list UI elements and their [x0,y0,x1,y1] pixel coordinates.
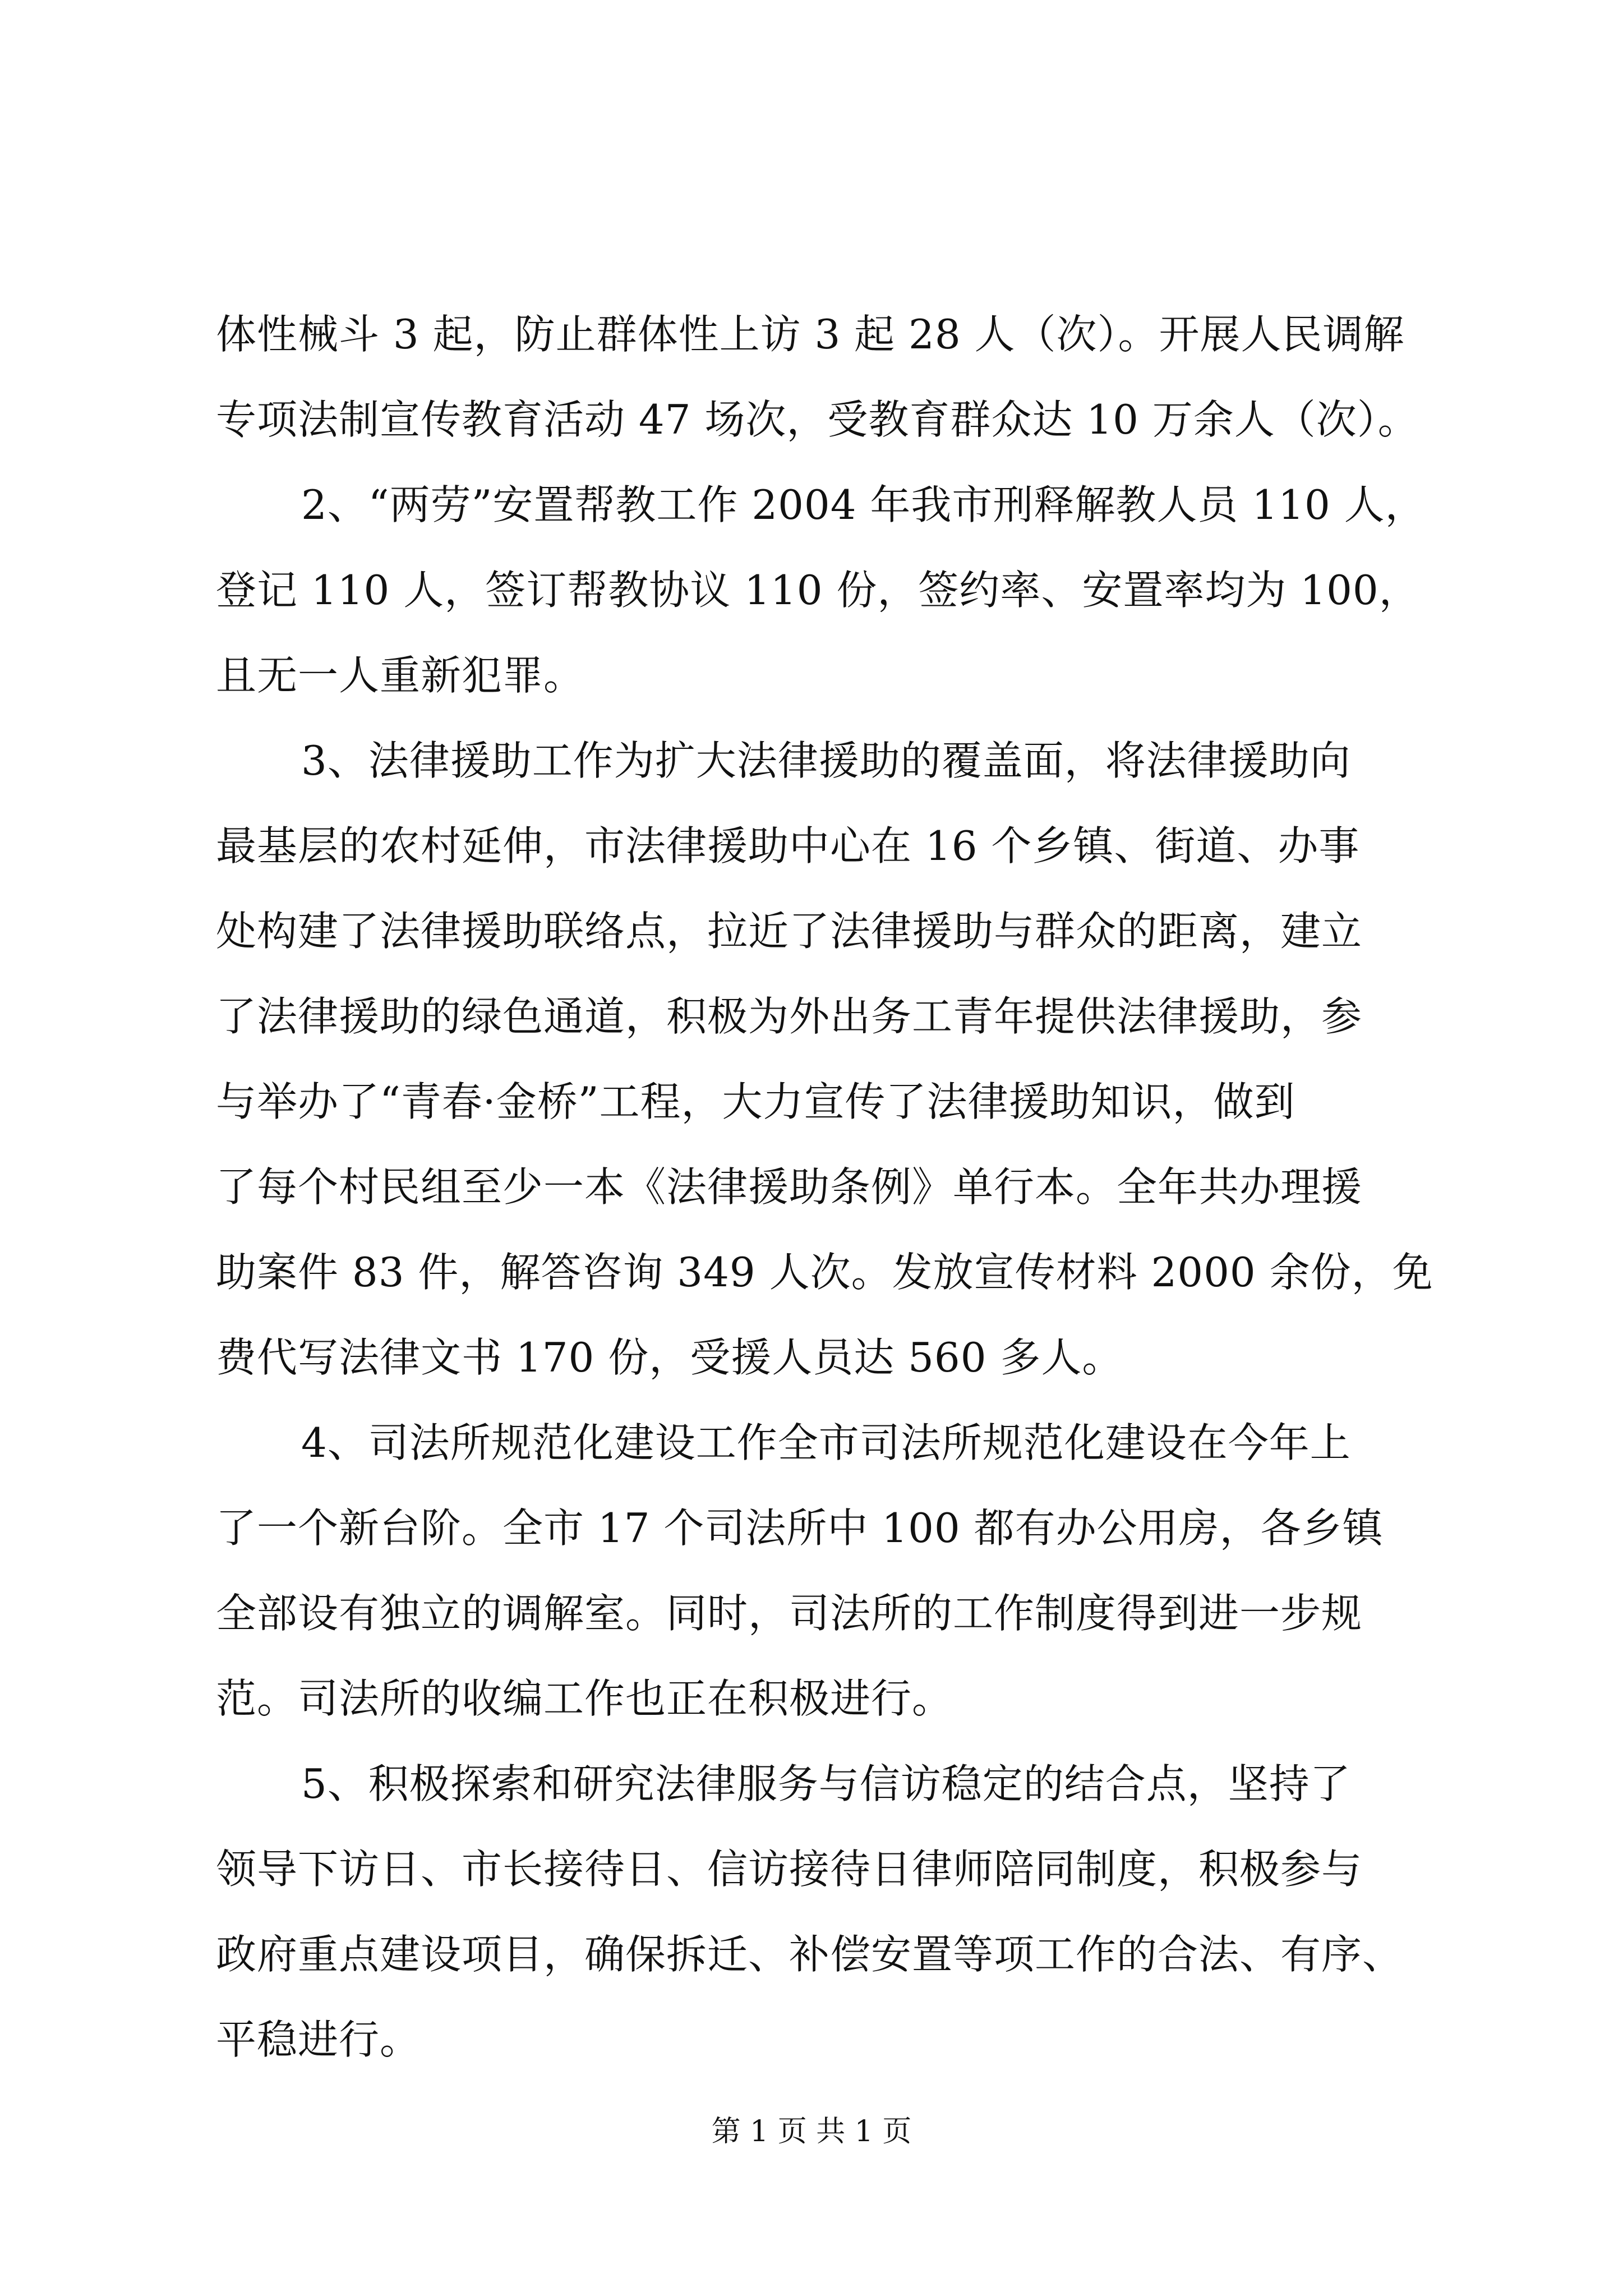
paragraph-3-line: 3、法律援助工作为扩大法律援助的覆盖面，将法律援助向 [301,737,1351,784]
text-line: 了法律援助的绿色通道，积极为外出务工青年提供法律援助，参 [216,993,1363,1040]
text-line: 范。司法所的收编工作也正在积极进行。 [216,1675,953,1722]
text-line: 了一个新台阶。全市 17 个司法所中 100 都有办公用房，各乡镇 [216,1504,1384,1552]
document-body [216,292,1433,2082]
text-line: 最基层的农村延伸，市法律援助中心在 16 个乡镇、街道、办事 [216,822,1360,869]
text-line: 了每个村民组至少一本《法律援助条例》单行本。全年共办理援 [216,1163,1363,1211]
text-line: 登记 110 人，签订帮教协议 110 份，签约率、安置率均为 100， [216,567,1420,614]
text-line: 与举办了“青春·金桥”工程，大力宣传了法律援助知识，做到 [216,1078,1295,1125]
paragraph-4-line: 4、司法所规范化建设工作全市司法所规范化建设在今年上 [301,1419,1351,1466]
text-line: 专项法制宣传教育活动 47 场次，受教育群众达 10 万余人（次）。 [216,396,1419,443]
text-line: 且无一人重新犯罪。 [216,652,585,699]
text-line: 领导下访日、市长接待日、信访接待日律师陪同制度，积极参与 [216,1846,1363,1893]
text-line: 助案件 83 件，解答咨询 349 人次。发放宣传材料 2000 余份，免 [216,1249,1433,1296]
page-footer [0,2109,1623,2154]
paragraph-5-line: 5、积极探索和研究法律服务与信访稳定的结合点，坚持了 [301,1760,1351,1807]
text-line: 体性械斗 3 起，防止群体性上访 3 起 28 人（次）。开展人民调解 [216,311,1405,358]
text-line: 费代写法律文书 170 份，受援人员达 560 多人。 [216,1334,1123,1381]
text-line: 政府重点建设项目，确保拆迁、补偿安置等项工作的合法、有序、 [216,1931,1404,1978]
text-line: 处构建了法律援助联络点，拉近了法律援助与群众的距离，建立 [216,908,1363,955]
paragraph-2-line: 2、“两劳”安置帮教工作 2004 年我市刑释解教人员 110 人， [301,481,1426,528]
text-line: 平稳进行。 [216,2016,421,2063]
page-number-label: 第 1 页 共 1 页 [711,2115,912,2148]
text-line: 全部设有独立的调解室。同时，司法所的工作制度得到进一步规 [216,1590,1363,1637]
